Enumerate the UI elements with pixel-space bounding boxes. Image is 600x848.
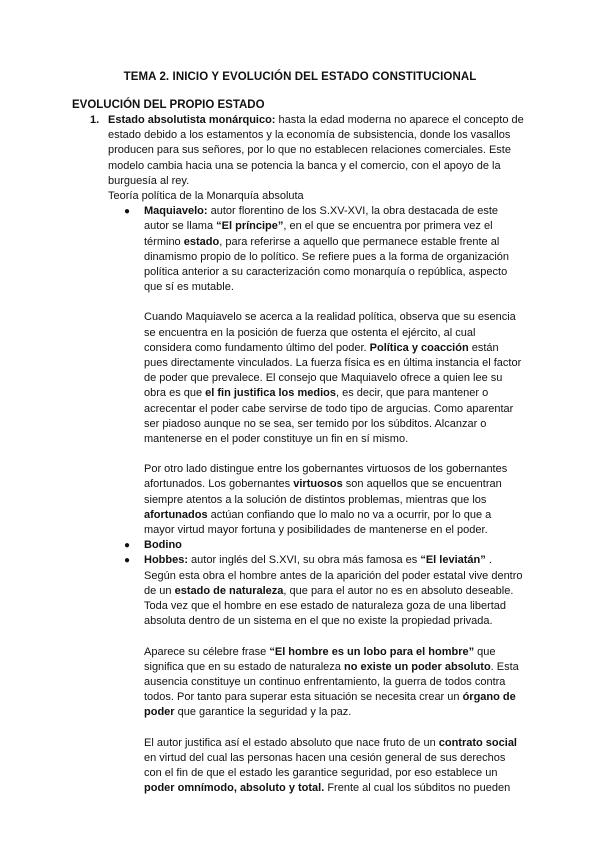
bodino-label: Bodino xyxy=(144,539,182,552)
text-run: , para referirse a aquello que permanece estable frente al dinamismo propio de lo político. Se refiere pues a la forma de organización política anterior a su caracterización como monarquía o república, aspecto que sí es mutable. xyxy=(144,235,510,294)
text-run: . Según esta obra el hombre antes de la aparición del poder estatal vive dentro de un xyxy=(144,554,523,597)
text-run: son aquellos que se encuentran siempre atentos a la solución de distintos problemas, mientras que los xyxy=(144,478,502,506)
text-run: Frente al cual los súbditos no pueden xyxy=(324,782,511,795)
text-run: que significa que en su estado de naturaleza xyxy=(144,645,496,673)
text-run: actúan confiando que lo malo no va a ocurrir, por lo que a mayor virtud mayor fortuna y posibilidades de mantenerse en el poder. xyxy=(144,508,492,537)
bold-run: el fin justifica los medios xyxy=(205,387,336,400)
page-title: TEMA 2. INICIO Y EVOLUCIÓN DEL ESTADO CONSTITUCIONAL xyxy=(123,71,477,83)
item-text: hasta la edad moderna no aparece el concepto de estado debido a los estamentos y la economía de subsistencia, donde los vasallos producen para sus señores, por lo que no establecen relaciones comerciales. Este modelo cambia hacia una se potencia la banca y el comercio, con el apoyo de la burguesía al rey. xyxy=(108,114,524,187)
hobbes-label: Hobbes: xyxy=(144,554,188,567)
bullet-icon: ● xyxy=(124,555,131,567)
bold-run: estado de naturaleza xyxy=(174,584,284,597)
bold-run: poder omnímodo, absoluto y total. xyxy=(144,782,325,795)
text-run: están pues directamente vinculados. La fuerza física es en última instancia el factor de poder que prevalece. El consejo que Maquiavelo ofrece a quien lee su obra es que xyxy=(144,341,522,400)
subheading: Teoría política de la Monarquía absoluta xyxy=(108,190,304,203)
text-run: El autor justifica así el estado absoluto que nace fruto de un xyxy=(144,736,439,749)
bullet-hobbes xyxy=(124,553,524,796)
bold-run: virtuosos xyxy=(293,478,343,491)
document-body xyxy=(0,113,600,796)
bullet-list xyxy=(124,204,524,796)
numbered-item-1 xyxy=(90,113,528,189)
text-run: autor florentino de los S.XV-XVI, la obra destacada de este autor se llama xyxy=(144,205,499,233)
bold-run: “El leviatán” xyxy=(420,554,486,567)
text-run: . Esta ausencia constituye un continuo enfrentamiento, la guerra de todos contra todos. Por tanto para superar esta situación se necesita crear un xyxy=(144,660,519,704)
text-run: , es decir, que para mantener o acrecentar el poder cabe servirse de todo tipo de argucias. Como aparentar ser piadoso aunque no se sea, ser temido por los súbditos. Alcanzar o mantenerse en el poder constituye un fin en sí mismo. xyxy=(144,387,514,446)
text-run: Aparece su célebre frase xyxy=(144,645,270,658)
item-label: Estado absolutista monárquico: xyxy=(108,114,276,126)
bold-run: no existe un poder absoluto xyxy=(343,660,491,673)
bullet-icon: ● xyxy=(124,540,131,552)
bold-run: “El hombre es un lobo para el hombre” xyxy=(269,645,475,658)
item-number: 1. xyxy=(90,114,100,126)
maquiavelo-paragraph-3 xyxy=(144,462,524,538)
section-heading: EVOLUCIÓN DEL PROPIO ESTADO xyxy=(72,99,265,111)
maquiavelo-label: Maquiavelo: xyxy=(144,205,208,218)
text-run: que garantice la seguridad y la paz. xyxy=(174,706,352,719)
hobbes-paragraph-3 xyxy=(144,736,524,797)
bullet-maquiavelo xyxy=(124,204,524,538)
text-run: , en el que se encuentra por primera vez el término xyxy=(144,220,493,248)
bold-run: órgano de poder xyxy=(144,691,516,719)
bold-run: contrato social xyxy=(438,736,517,749)
text-run: Cuando Maquiavelo se acerca a la realidad política, observa que su esencia se encuentra en la posición de fuerza que ostenta el ejército, al cual considera como fundamento último del poder. xyxy=(144,311,516,354)
maquiavelo-paragraph-1 xyxy=(144,204,524,295)
bold-run: Política y coacción xyxy=(369,341,469,354)
text-run: , que para el autor no es en absoluto deseable. Toda vez que el hombre en ese estado de naturaleza goza de una libertad absoluta dentro de un sistema en el que no existe la propiedad privada. xyxy=(144,584,514,628)
maquiavelo-paragraph-2 xyxy=(144,310,524,447)
text-run: Por otro lado distingue entre los gobernantes virtuosos de los gobernantes afortunados. Los gobernantes xyxy=(144,463,508,491)
bullet-bodino xyxy=(124,538,524,553)
bullet-icon: ● xyxy=(124,206,131,218)
bold-run: afortunados xyxy=(144,508,208,521)
bold-run: estado xyxy=(183,235,220,248)
text-run: en virtud del cual las personas hacen una cesión general de sus derechos con el fin de que el estado les garantice seguridad, por eso establece un xyxy=(144,751,506,779)
hobbes-paragraph-1 xyxy=(144,553,524,629)
bold-run: “El príncipe” xyxy=(216,220,284,233)
hobbes-paragraph-2 xyxy=(144,645,524,721)
text-run: autor inglés del S.XVI, su obra más famosa es xyxy=(188,554,421,567)
